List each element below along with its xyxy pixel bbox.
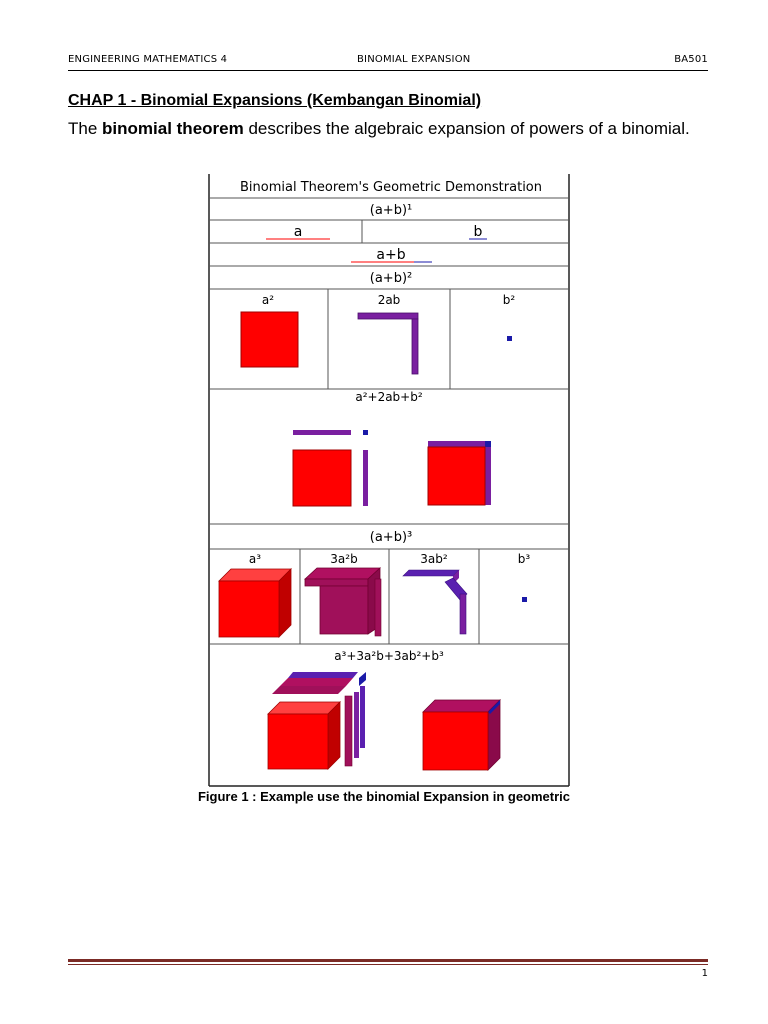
binomial-geometric-figure: [208, 174, 572, 788]
sq-col-2ab: 2ab: [377, 293, 401, 307]
sq-sum-label: a²+2ab+b²: [355, 390, 423, 404]
two-ab-vertical-bar: [412, 319, 418, 374]
cube-sum-label: a³+3a²b+3ab²+b³: [334, 649, 444, 663]
b-cubed-shape: [522, 597, 527, 602]
chapter-title: CHAP 1 - Binomial Expansions (Kembangan Binomial): [68, 92, 482, 109]
footer-rule-thick: [68, 959, 708, 962]
power2-label: (a+b)²: [369, 271, 413, 286]
two-ab-horizontal-bar: [358, 313, 418, 319]
header-course: ENGINEERING MATHEMATICS 4: [68, 54, 228, 65]
figure-title: Binomial Theorem's Geometric Demonstration: [239, 180, 543, 195]
a-cubed-shape: [219, 581, 279, 637]
sum-ab-label: a+b: [376, 247, 406, 263]
label-b: b: [473, 224, 483, 240]
sq-col-a2: a²: [261, 293, 275, 307]
running-header: [68, 54, 708, 68]
cube-col-b3: b³: [517, 552, 531, 566]
cube-col-3a2b: 3a²b: [330, 552, 358, 566]
header-topic: BINOMIAL EXPANSION: [357, 54, 471, 65]
power3-label: (a+b)³: [369, 530, 413, 545]
b-squared-shape: [507, 336, 512, 341]
intro-paragraph: [68, 119, 690, 139]
figure-caption: Figure 1 : Example use the binomial Expansion in geometric: [197, 789, 571, 804]
cube-col-3ab2: 3ab²: [420, 552, 448, 566]
header-rule: [68, 70, 708, 71]
intro-prefix: The: [68, 119, 103, 138]
label-a: a: [293, 224, 303, 240]
intro-bold-term: binomial theorem: [102, 119, 244, 138]
page-number: 1: [701, 968, 708, 979]
a-squared-shape: [241, 312, 298, 367]
cube-col-a3: a³: [248, 552, 262, 566]
power1-label: (a+b)¹: [369, 203, 413, 218]
intro-suffix: describes the algebraic expansion of powers of a binomial.: [243, 119, 690, 138]
header-code: BA501: [674, 54, 708, 65]
footer-rule-thin: [68, 964, 708, 965]
sq-col-b2: b²: [502, 293, 516, 307]
